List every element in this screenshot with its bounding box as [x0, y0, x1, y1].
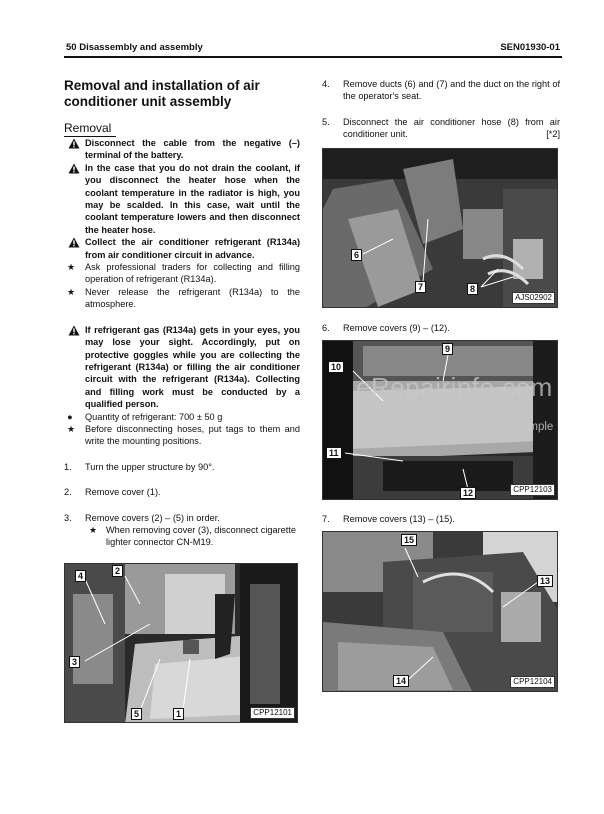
callout-4: 4 — [75, 570, 86, 582]
watermark-brand: eRepairinfo.com — [356, 372, 553, 402]
warning-icon — [68, 163, 80, 177]
callout-2: 2 — [112, 565, 123, 577]
figure-ducts-hose — [322, 148, 558, 308]
step-5: 5. Disconnect the air conditioner hose (8) from air conditioner unit. [*2] — [322, 116, 560, 140]
step-3-note: ★ When removing cover (3), disconnect cigarette lighter connector CN-M19. — [89, 524, 296, 548]
callout-7: 7 — [415, 281, 426, 293]
cab-photo — [65, 564, 298, 723]
callout-15: 15 — [401, 534, 417, 546]
step-5-reference: [*2] — [546, 129, 560, 140]
callout-1: 1 — [173, 708, 184, 720]
callout-6: 6 — [351, 249, 362, 261]
covers-photo-2 — [323, 532, 558, 692]
callout-9: 9 — [442, 343, 453, 355]
left-column — [64, 78, 300, 549]
figure-code: CPP12104 — [510, 676, 555, 688]
figure-cab-covers — [64, 563, 298, 723]
step-6: 6. Remove covers (9) – (12). — [322, 323, 450, 333]
step-7: 7. Remove covers (13) – (15). — [322, 514, 455, 524]
warning-eyes: If refrigerant gas (R134a) gets in your eyes, you may lose your sight. Accordingly, put on protective goggles while you are collecting the refrigerant (R134a) or filling the air conditioner circuit with the refrigerant (R134a). Collecting and filling work must be conducted by a qualified person. — [64, 324, 300, 411]
refrigerant-quantity: ● Quantity of refrigerant: 700 ± 50 g — [67, 411, 223, 422]
ducts-photo — [323, 149, 558, 308]
callout-5: 5 — [131, 708, 142, 720]
step-3: 3. Remove covers (2) – (5) in order. — [64, 512, 220, 523]
warning-icon — [68, 237, 80, 251]
star-icon: ★ — [89, 524, 98, 535]
star-icon: ★ — [67, 423, 76, 434]
callout-13: 13 — [537, 575, 553, 587]
warning-icon — [68, 138, 80, 152]
figure-code: CPP12103 — [510, 484, 555, 496]
star-icon: ★ — [67, 286, 76, 297]
page-title: Removal and installation of air conditioner unit assembly — [64, 78, 260, 109]
callout-11: 11 — [326, 447, 342, 459]
note-traders: ★ Ask professional traders for collecting and filling operation of refrigerant (R134a). — [67, 262, 300, 285]
callout-3: 3 — [69, 656, 80, 668]
callout-8: 8 — [467, 283, 478, 295]
step-1: 1. Turn the upper structure by 90°. — [64, 461, 215, 472]
bullet-icon: ● — [67, 411, 73, 422]
section-header: 50 Disassembly and assembly — [66, 42, 203, 53]
warning-refrigerant: Collect the air conditioner refrigerant (R134a) from air conditioner circuit in advance. — [64, 236, 300, 261]
figure-code: CPP12101 — [250, 707, 295, 719]
callout-10: 10 — [328, 361, 344, 373]
figure-code: AJS02902 — [512, 292, 555, 304]
watermark-notice: watermark only on this sample — [398, 421, 554, 433]
star-icon: ★ — [67, 262, 76, 273]
step-4: 4. Remove ducts (6) and (7) and the duct on the right of the operator's seat. — [322, 79, 560, 102]
warning-coolant: In the case that you do not drain the coolant, if you disconnect the heater hose when the coolant temperature in the radiator is high, you may be scalded. In this case, wait until the coolant temperature lowers and then disconnect the heater hose. — [64, 162, 300, 236]
warning-battery: Disconnect the cable from the negative (–) terminal of the battery. — [64, 137, 300, 162]
step-2: 2. Remove cover (1). — [64, 487, 161, 498]
document-id: SEN01930-01 — [500, 42, 560, 53]
header-divider — [64, 56, 562, 58]
figure-covers-9-12 — [322, 340, 558, 500]
callout-12: 12 — [460, 487, 476, 499]
right-column — [322, 78, 560, 141]
figure-covers-13-15 — [322, 531, 558, 692]
note-tags: ★ Before disconnecting hoses, put tags to them and write the mounting positions. — [67, 423, 300, 447]
callout-14: 14 — [393, 675, 409, 687]
note-atmosphere: ★ Never release the refrigerant (R134a) to the atmosphere. — [67, 286, 300, 310]
removal-heading: Removal — [64, 122, 116, 137]
warning-icon — [68, 325, 80, 339]
